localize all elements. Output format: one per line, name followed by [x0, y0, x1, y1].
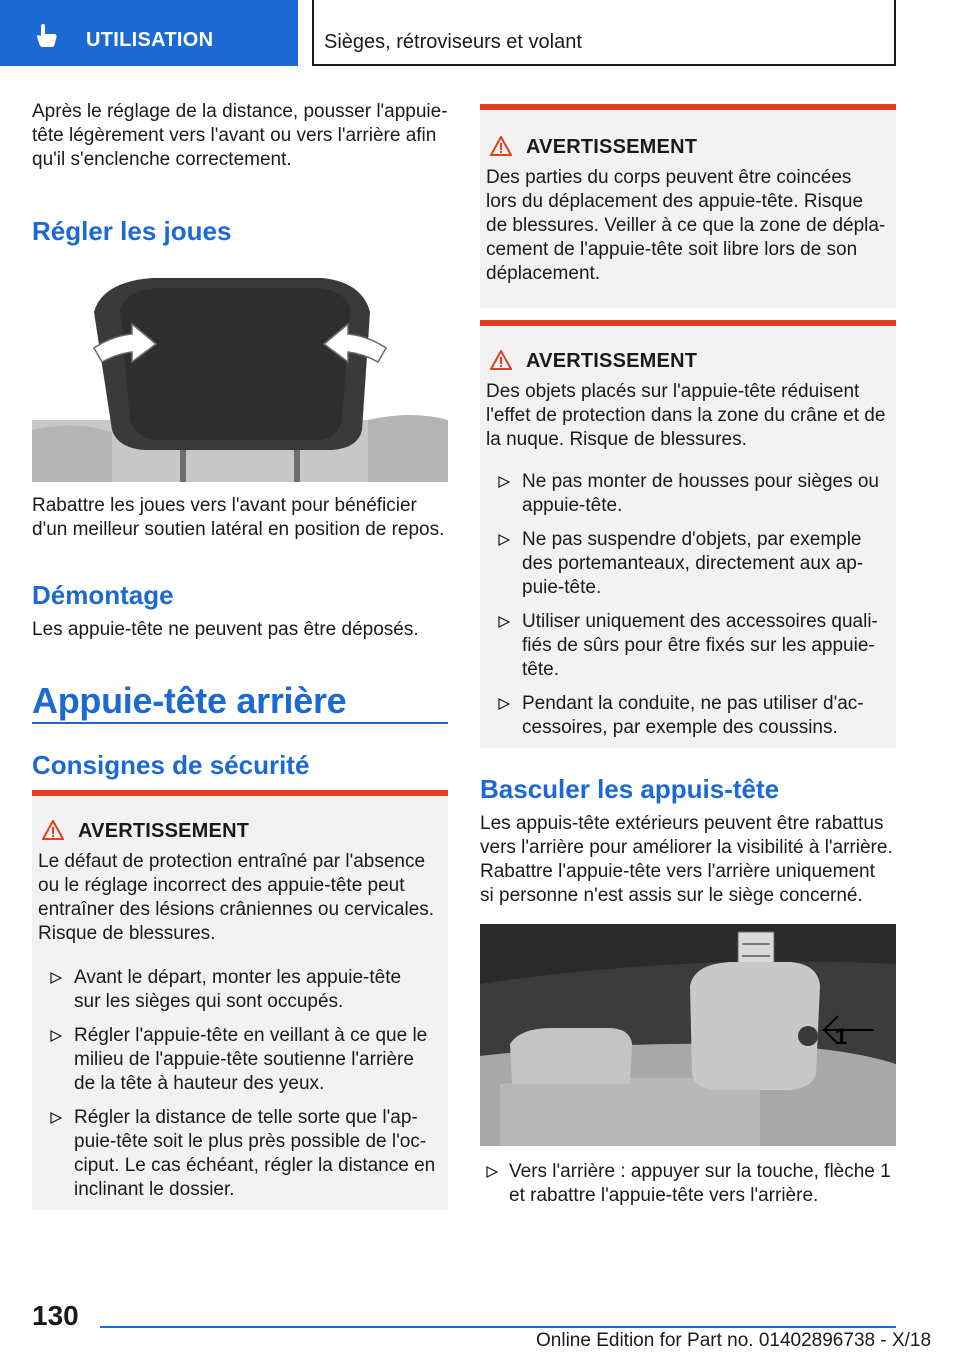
text-line: fiés de sûrs pour être fixés sur les appuie- [522, 635, 875, 656]
text-line: de la tête à hauteur des yeux. [74, 1073, 325, 1094]
warning-box-3 [480, 320, 896, 748]
text-line: Avant le départ, monter les appuie-tête [74, 967, 402, 988]
warning-box-2 [480, 104, 896, 308]
text-line: d'un meilleur soutien latéral en position de repos. [32, 519, 445, 540]
header-divider [312, 0, 314, 66]
text-line: cement de l'appuie-tête soit libre lors de son [486, 239, 858, 260]
bullet-triangle-icon [498, 534, 510, 546]
rear-headrest-illustration [480, 924, 896, 1146]
text-line: si personne n'est assis sur le siège concerné. [480, 885, 863, 906]
warning-box-1 [32, 790, 448, 1210]
demontage-text: Les appuie-tête ne peuvent pas être déposés. [32, 619, 419, 640]
text-line: lors du déplacement des appuie-tête. Risque [486, 191, 864, 212]
page-number: 130 [32, 1300, 79, 1331]
basculer-paragraph [480, 812, 896, 908]
text-line: entraîner des lésions crâniennes ou cervicales. [38, 899, 435, 920]
list-item [522, 692, 864, 740]
text-line: puie-tête. [522, 577, 602, 598]
list-item [522, 470, 879, 518]
heading-basculer: Basculer les appuis-tête [480, 774, 780, 804]
text-line: Rabattre l'appuie-tête vers l'arrière uniquement [480, 861, 875, 882]
text-line: cessoires, par exemple des coussins. [522, 717, 838, 738]
warning-title: AVERTISSEMENT [78, 820, 250, 842]
text-line: milieu de l'appuie-tête soutienne l'arrière [74, 1049, 414, 1070]
bullet-triangle-icon [50, 1112, 62, 1124]
bullet-triangle-icon [498, 616, 510, 628]
edition-text: Online Edition for Part no. 01402896738 - X/18 [536, 1330, 932, 1351]
text-line: Utiliser uniquement des accessoires quali- [522, 611, 878, 632]
heading-appuie-tete-arriere: Appuie-tête arrière [32, 680, 347, 721]
text-line: Vers l'arrière : appuyer sur la touche, flèche 1 [509, 1161, 891, 1182]
warning-triangle-icon [42, 820, 64, 840]
bullet-triangle-icon [486, 1166, 498, 1178]
text-line: tête légèrement vers l'avant ou vers l'arrière afin [32, 125, 437, 146]
text-line: sur les sièges qui sont occupés. [74, 991, 344, 1012]
warning-title: AVERTISSEMENT [526, 350, 698, 372]
list-item [74, 1106, 435, 1202]
text-line: Rabattre les joues vers l'avant pour bénéficier [32, 495, 417, 516]
text-line: Risque de blessures. [38, 923, 216, 944]
bullet-triangle-icon [498, 476, 510, 488]
list-item [74, 966, 401, 1014]
text-line: Des parties du corps peuvent être coincées [486, 167, 852, 188]
heading-demontage: Démontage [32, 580, 174, 610]
list-item [74, 1024, 427, 1096]
warning-body [38, 850, 434, 946]
text-line: ou le réglage incorrect des appuie-tête peut [38, 875, 405, 896]
text-line: appuie-tête. [522, 495, 623, 516]
warning-title: AVERTISSEMENT [526, 136, 698, 158]
text-line: Régler l'appuie-tête en veillant à ce que le [74, 1025, 428, 1046]
warning-triangle-icon [490, 350, 512, 370]
callout-number: 1 [835, 1024, 848, 1049]
bullet-triangle-icon [50, 1030, 62, 1042]
text-line: Ne pas monter de housses pour sièges ou [522, 471, 879, 492]
text-line: Après le réglage de la distance, pousser l'appuie- [32, 101, 448, 122]
hand-pointer-icon [34, 22, 60, 48]
text-line: de blessures. Veiller à ce que la zone de dépla- [486, 215, 886, 236]
text-line: Les appuis-tête extérieurs peuvent être rabattus [480, 813, 884, 834]
intro-paragraph [32, 100, 448, 172]
text-line: Pendant la conduite, ne pas utiliser d'ac- [522, 693, 864, 714]
headrest-illustration [32, 270, 448, 482]
chapter-title: Sièges, rétroviseurs et volant [324, 31, 582, 53]
text-line: inclinant le dossier. [74, 1179, 235, 1200]
text-line: Le défaut de protection entraîné par l'absence [38, 851, 426, 872]
heading-regler-joues: Régler les joues [32, 216, 232, 246]
text-line: la nuque. Risque de blessures. [486, 429, 747, 450]
text-line: Ne pas suspendre d'objets, par exemple [522, 529, 862, 550]
list-item [522, 610, 878, 682]
section-label: UTILISATION [86, 29, 214, 51]
text-line: vers l'arrière pour améliorer la visibilité à l'arrière. [480, 837, 893, 858]
section-tab[interactable] [0, 0, 298, 66]
warning-triangle-icon [490, 136, 512, 156]
text-line: des portemanteaux, directement aux ap- [522, 553, 864, 574]
heading-rule [32, 722, 448, 724]
list-item [522, 528, 863, 600]
text-line: déplacement. [486, 263, 601, 284]
text-line: l'effet de protection dans la zone du crâne et de [486, 405, 886, 426]
bullet-triangle-icon [50, 972, 62, 984]
warning-body [486, 166, 885, 286]
bullet-triangle-icon [498, 698, 510, 710]
text-line: ciput. Le cas échéant, régler la distance en [74, 1155, 436, 1176]
rear-headrest-figure [480, 924, 896, 1146]
text-line: et rabattre l'appuie-tête vers l'arrière. [509, 1185, 819, 1206]
list-item [509, 1160, 891, 1208]
text-line: Des objets placés sur l'appuie-tête réduisent [486, 381, 860, 402]
text-line: tête. [522, 659, 559, 680]
text-line: puie-tête soit le plus près possible de l'oc- [74, 1131, 427, 1152]
joues-paragraph [32, 494, 448, 542]
text-line: qu'il s'enclenche correctement. [32, 149, 292, 170]
warning-body [486, 380, 885, 452]
heading-consignes-securite: Consignes de sécurité [32, 750, 310, 780]
text-line: Régler la distance de telle sorte que l'ap- [74, 1107, 418, 1128]
footer-rule [100, 1326, 896, 1328]
headrest-wings-figure [32, 270, 448, 482]
